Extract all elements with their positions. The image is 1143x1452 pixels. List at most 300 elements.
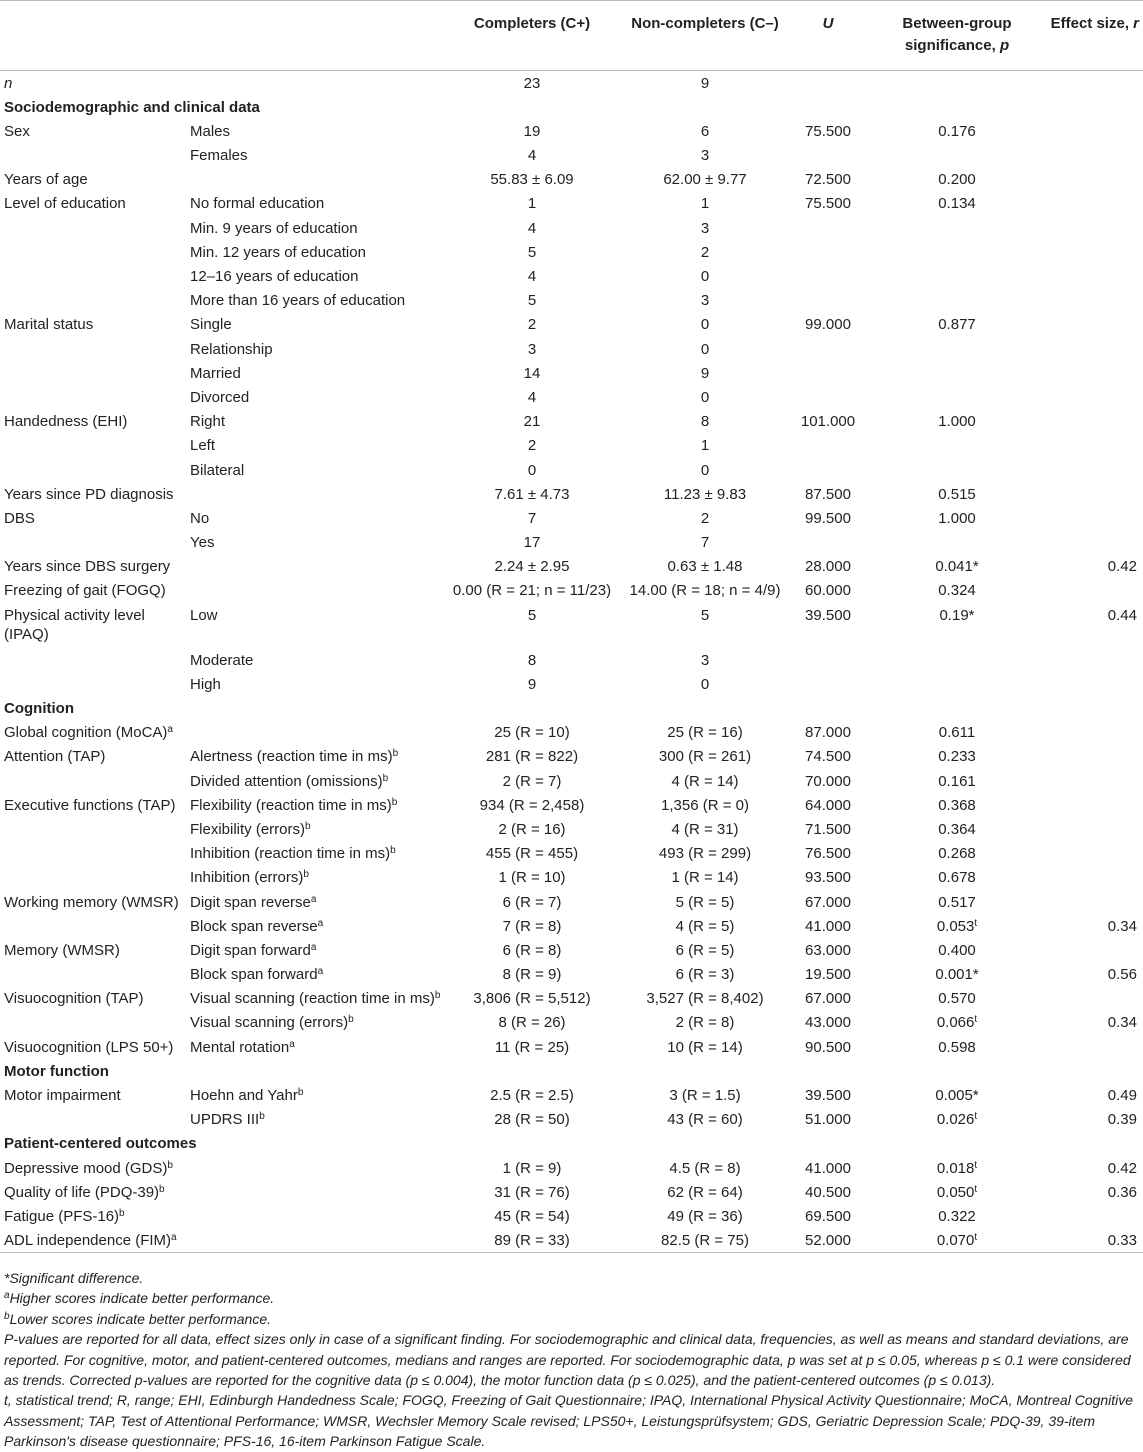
section-heading-row <box>0 1131 1143 1155</box>
row-sublabel: Inhibition (reaction time in ms)$^b$ <box>190 845 396 863</box>
cell-completers: 4 <box>527 388 537 406</box>
cell-completers: 28 (R = 50) <box>494 1111 570 1129</box>
cell-p: 0.678 <box>938 869 976 887</box>
row-sublabel: Alertness (reaction time in ms)$^b$ <box>190 748 399 766</box>
cell-p: 0.070$^t$ <box>936 1232 978 1250</box>
row-sublabel: Digit span forward$^a$ <box>190 941 317 959</box>
cell-p: 0.19* <box>939 606 975 624</box>
row-sublabel <box>186 1204 442 1228</box>
cell-u <box>788 648 868 672</box>
table-row <box>0 1180 1143 1204</box>
cell-completers: 1 (R = 9) <box>502 1159 562 1177</box>
row-label: Global cognition (MoCA)$^a$ <box>4 724 173 742</box>
cell-p: 0.611 <box>938 724 976 742</box>
cell-u <box>788 216 868 240</box>
cell-p <box>868 216 1046 240</box>
row-sublabel: Mental rotation$^a$ <box>190 1038 295 1056</box>
cell-noncompleters: 82.5 (R = 75) <box>661 1232 749 1250</box>
table-row <box>0 482 1143 506</box>
cell-u: 39.500 <box>805 1087 851 1104</box>
cell-p: 0.050$^t$ <box>936 1183 978 1201</box>
row-sublabel: Min. 12 years of education <box>190 243 366 261</box>
table-row <box>0 938 1143 962</box>
row-sublabel: Left <box>190 437 216 455</box>
cell-p: 0.200 <box>938 171 976 189</box>
cell-p: 0.053$^t$ <box>936 917 978 935</box>
row-label: Executive functions (TAP) <box>4 796 176 814</box>
cell-effect-size: 0.44 <box>1107 606 1137 624</box>
cell-u: 41.000 <box>805 917 851 935</box>
cell-completers: 89 (R = 33) <box>494 1232 570 1250</box>
row-label: Years of age <box>4 171 88 189</box>
cell-noncompleters: 8 <box>700 413 710 431</box>
cell-p <box>868 385 1046 409</box>
row-sublabel: Visual scanning (errors)$^b$ <box>190 1014 354 1032</box>
table-row <box>0 865 1143 889</box>
cell-completers: 31 (R = 76) <box>494 1183 570 1201</box>
cell-u: 19.500 <box>805 966 851 984</box>
cell-p: 0.041* <box>935 558 979 576</box>
table-row <box>0 841 1143 865</box>
cell-completers: 2.5 (R = 2.5) <box>490 1087 574 1104</box>
cell-noncompleters: 0 <box>700 675 710 693</box>
cell-noncompleters: 1 <box>700 195 710 213</box>
cell-p <box>868 264 1046 288</box>
cell-completers: 5 <box>527 243 537 261</box>
cell-u: 40.500 <box>805 1183 851 1201</box>
table-row <box>0 962 1143 986</box>
cell-u <box>788 458 868 482</box>
row-label: Sex <box>4 122 30 140</box>
cell-u: 63.000 <box>805 941 851 959</box>
cell-p <box>868 288 1046 312</box>
cell-noncompleters: 43 (R = 60) <box>667 1111 743 1129</box>
cell-noncompleters: 2 <box>700 243 710 261</box>
row-label <box>0 216 186 240</box>
row-sublabel: Min. 9 years of education <box>190 219 358 237</box>
cell-p: 0.001* <box>935 966 979 984</box>
row-sublabel: Flexibility (reaction time in ms)$^b$ <box>190 796 398 814</box>
cell-completers: 7.61 ± 4.73 <box>494 485 570 503</box>
cell-completers: 25 (R = 10) <box>494 724 570 742</box>
cell-u: 75.500 <box>805 122 851 140</box>
table-row <box>0 216 1143 240</box>
cell-u: 76.500 <box>805 845 851 863</box>
cell-effect-size <box>1046 216 1143 240</box>
cell-noncompleters: 25 (R = 16) <box>667 724 743 742</box>
cell-p: 0.018$^t$ <box>936 1159 978 1177</box>
table-row <box>0 288 1143 312</box>
header-noncompleters: Non-completers (C–) <box>631 15 779 32</box>
row-label: n <box>4 75 13 92</box>
row-label <box>0 962 186 986</box>
cell-completers: 4 <box>527 268 537 285</box>
cell-p <box>868 648 1046 672</box>
cell-noncompleters: 4 (R = 14) <box>671 772 739 790</box>
cell-noncompleters: 0 <box>700 268 710 285</box>
row-label <box>0 361 186 385</box>
row-label: Freezing of gait (FOGQ) <box>4 582 166 600</box>
cell-effect-size <box>1046 744 1143 768</box>
cell-completers: 23 <box>523 75 541 92</box>
table-row <box>0 1228 1143 1252</box>
cell-noncompleters: 6 <box>700 122 710 140</box>
cell-noncompleters: 49 (R = 36) <box>667 1207 743 1225</box>
cell-p <box>868 361 1046 385</box>
table-row <box>0 506 1143 530</box>
cell-noncompleters: 62 (R = 64) <box>667 1183 743 1201</box>
cell-completers: 4 <box>527 147 537 165</box>
table-row <box>0 578 1143 602</box>
cell-noncompleters: 3 <box>700 219 710 237</box>
row-label <box>0 1107 186 1131</box>
table-row <box>0 312 1143 336</box>
cell-noncompleters: 0 <box>700 461 710 479</box>
table-row <box>0 986 1143 1010</box>
cell-completers: 6 (R = 7) <box>502 893 562 911</box>
row-label <box>0 672 186 696</box>
cell-completers: 2 <box>527 316 537 334</box>
cell-u: 70.000 <box>805 772 851 790</box>
row-label: Depressive mood (GDS)$^b$ <box>4 1159 173 1177</box>
section-heading-row <box>0 1059 1143 1083</box>
cell-noncompleters: 11.23 ± 9.83 <box>663 485 747 503</box>
row-sublabel: Block span reverse$^a$ <box>190 917 324 935</box>
cell-noncompleters: 4 (R = 5) <box>675 917 735 935</box>
table-row <box>0 793 1143 817</box>
row-label: Physical activity level (IPAQ) <box>4 606 145 643</box>
cell-effect-size <box>1046 506 1143 530</box>
cell-effect-size <box>1046 672 1143 696</box>
table-footnotes <box>4 1268 1139 1452</box>
cell-effect-size <box>1046 264 1143 288</box>
cell-completers: 5 <box>527 606 537 624</box>
cell-u: 93.500 <box>805 869 851 887</box>
cell-completers: 8 <box>527 651 537 669</box>
cell-p <box>868 458 1046 482</box>
row-sublabel: High <box>190 675 221 693</box>
header-significance: Between-group significance, p <box>902 15 1012 54</box>
footnote-a: $^a$Higher scores indicate better performance. <box>4 1290 275 1307</box>
cell-u <box>788 288 868 312</box>
cell-effect-size <box>1046 119 1143 143</box>
table-row <box>0 769 1143 793</box>
row-label <box>0 1010 186 1034</box>
table-row <box>0 554 1143 578</box>
cell-noncompleters: 1,356 (R = 0) <box>661 796 749 814</box>
cell-p <box>868 337 1046 361</box>
cell-noncompleters: 9 <box>700 75 710 92</box>
cell-effect-size <box>1046 240 1143 264</box>
cell-noncompleters: 2 (R = 8) <box>675 1014 735 1032</box>
cell-completers: 4 <box>527 219 537 237</box>
cell-u: 74.500 <box>805 748 851 766</box>
cell-effect-size <box>1046 1035 1143 1059</box>
row-label: Memory (WMSR) <box>4 941 120 959</box>
cell-noncompleters: 5 <box>700 606 710 624</box>
cell-p: 0.233 <box>938 748 976 766</box>
cell-u: 51.000 <box>805 1111 851 1129</box>
cell-p <box>868 143 1046 167</box>
row-label <box>0 648 186 672</box>
cell-u: 99.000 <box>805 316 851 334</box>
table-row <box>0 240 1143 264</box>
table-row <box>0 890 1143 914</box>
cell-u: 72.500 <box>805 171 851 189</box>
cell-effect-size <box>1046 865 1143 889</box>
cell-effect-size <box>1046 312 1143 336</box>
cell-effect-size <box>1046 191 1143 215</box>
table-row <box>0 433 1143 457</box>
cell-effect-size <box>1046 361 1143 385</box>
row-label <box>0 288 186 312</box>
cell-noncompleters: 2 <box>700 509 710 527</box>
cell-noncompleters: 1 <box>700 437 710 455</box>
cell-p: 0.368 <box>938 796 976 814</box>
cell-u: 64.000 <box>805 796 851 814</box>
header-u: U <box>822 15 834 32</box>
cell-effect-size <box>1046 385 1143 409</box>
cell-effect-size: 0.42 <box>1107 558 1137 576</box>
cell-completers: 11 (R = 25) <box>494 1038 570 1056</box>
cell-completers: 7 (R = 8) <box>502 917 562 935</box>
table-row <box>0 385 1143 409</box>
cell-noncompleters: 10 (R = 14) <box>667 1038 743 1056</box>
cell-completers: 1 (R = 10) <box>498 869 566 887</box>
row-sublabel: Right <box>190 413 226 431</box>
cell-noncompleters: 6 (R = 3) <box>675 966 735 984</box>
cell-p <box>868 530 1046 554</box>
row-sublabel: Moderate <box>190 651 254 669</box>
section-heading: Sociodemographic and clinical data <box>4 98 260 116</box>
cell-u: 67.000 <box>805 893 851 911</box>
section-heading: Cognition <box>4 700 74 717</box>
table-row <box>0 71 1143 95</box>
row-sublabel <box>186 1180 442 1204</box>
row-sublabel: UPDRS III$^b$ <box>190 1111 265 1129</box>
footnote-abbreviations: t, statistical trend; R, range; EHI, Edinburgh Handedness Scale; FOGQ, Freezing of Gait Questionnaire; IPAQ, International Physical Activity Questionnaire; MoCA, Montreal Cognitive Assessment; TAP, Test of Attentional Performance; WMSR, Wechsler Memory Scale revised; LPS50+, Leistungsprüfsystem; GDS, Geriatric Depression Scale; PDQ-39, 39-item Parkinson's disease questionnaire; PFS-16, 16-item Parkinson Fatigue Scale. <box>4 1392 1134 1450</box>
table-row <box>0 530 1143 554</box>
cell-u <box>788 385 868 409</box>
row-sublabel: No <box>190 509 210 527</box>
cell-effect-size <box>1046 648 1143 672</box>
row-label: Level of education <box>4 195 126 213</box>
cell-u: 71.500 <box>805 820 851 838</box>
cell-completers: 934 (R = 2,458) <box>479 796 585 814</box>
cell-effect-size <box>1046 793 1143 817</box>
cell-effect-size: 0.39 <box>1107 1111 1137 1129</box>
cell-noncompleters: 9 <box>700 364 710 382</box>
row-label: Fatigue $(PFS-16)^b$ <box>4 1207 125 1225</box>
cell-noncompleters: 1 (R = 14) <box>671 869 739 887</box>
cell-noncompleters: 0 <box>700 340 710 358</box>
row-sublabel: 12–16 years of education <box>190 268 359 285</box>
cell-p: 0.005* <box>935 1087 979 1104</box>
table-row <box>0 167 1143 191</box>
row-sublabel: Married <box>190 364 241 382</box>
table-row <box>0 409 1143 433</box>
cell-effect-size: 0.49 <box>1107 1087 1137 1104</box>
row-sublabel <box>186 1156 442 1180</box>
cell-completers: 9 <box>527 675 537 693</box>
cell-u <box>788 337 868 361</box>
table-row <box>0 143 1143 167</box>
cell-u: 87.500 <box>805 485 851 503</box>
cell-completers: 2.24 ± 2.95 <box>494 558 570 576</box>
cell-effect-size: 0.56 <box>1107 966 1137 984</box>
cell-effect-size <box>1046 433 1143 457</box>
row-label <box>0 841 186 865</box>
cell-p: 1.000 <box>938 413 976 431</box>
cell-u <box>788 433 868 457</box>
cell-completers: 3 <box>527 340 537 358</box>
cell-p <box>868 240 1046 264</box>
cell-u <box>788 530 868 554</box>
table-row <box>0 603 1143 648</box>
cell-effect-size <box>1046 841 1143 865</box>
row-sublabel <box>186 482 442 506</box>
cell-completers: 0.00 (R = 21; n = 11/23) <box>452 582 612 600</box>
row-label: Attention (TAP) <box>4 748 106 766</box>
table-row <box>0 337 1143 361</box>
cell-p: 0.322 <box>938 1207 976 1225</box>
table-row <box>0 1204 1143 1228</box>
row-sublabel: Low <box>190 606 218 624</box>
cell-noncompleters: 6 (R = 5) <box>675 941 735 959</box>
row-label: DBS <box>4 509 35 527</box>
cell-effect-size <box>1046 458 1143 482</box>
table-body <box>0 71 1143 1253</box>
cell-completers: 45 (R = 54) <box>494 1207 570 1225</box>
cell-completers: 6 (R = 8) <box>502 941 562 959</box>
cell-u: 67.000 <box>805 990 851 1008</box>
cell-noncompleters: 14.00 (R = 18; n = 4/9) <box>629 582 781 600</box>
cell-noncompleters: 3 <box>700 651 710 669</box>
table-row <box>0 1035 1143 1059</box>
cell-noncompleters: 3 (R = 1.5) <box>669 1087 741 1104</box>
cell-completers: 2 <box>527 437 537 455</box>
row-sublabel: Visual scanning (reaction time in ms)$^b$ <box>190 990 441 1008</box>
cell-p <box>868 672 1046 696</box>
cell-completers: 55.83 ± 6.09 <box>490 171 574 189</box>
cell-p: 0.134 <box>938 195 976 213</box>
cell-completers: 5 <box>527 292 537 310</box>
row-label <box>0 240 186 264</box>
section-heading: Motor function <box>4 1062 109 1080</box>
row-label: Motor impairment <box>4 1087 121 1104</box>
cell-p <box>868 433 1046 457</box>
cell-u: 90.500 <box>805 1038 851 1056</box>
cell-completers: 0 <box>527 461 537 479</box>
cell-u: 75.500 <box>805 195 851 213</box>
cell-completers: 2 (R = 16) <box>498 820 566 838</box>
row-label: Visuocognition (TAP) <box>4 990 144 1008</box>
row-sublabel: No formal education <box>190 195 325 213</box>
row-sublabel: Males <box>190 122 231 140</box>
table-row <box>0 914 1143 938</box>
header-effect-size: Effect size, r <box>1050 15 1139 32</box>
row-label: Visuocognition (LPS 50+) <box>4 1038 174 1056</box>
cell-u: 28.000 <box>805 558 851 576</box>
footnote-b: $^b$Lower scores indicate better performance. <box>4 1310 272 1327</box>
table-row <box>0 1083 1143 1107</box>
section-heading-row <box>0 696 1143 720</box>
row-label <box>0 769 186 793</box>
cell-completers: 7 <box>527 509 537 527</box>
cell-u: 69.500 <box>805 1207 851 1225</box>
row-label: Years since PD diagnosis <box>4 485 174 503</box>
cell-u <box>788 672 868 696</box>
cell-completers: 281 (R = 822) <box>485 748 579 766</box>
table-row <box>0 648 1143 672</box>
row-sublabel: Digit span reverse$^a$ <box>190 893 317 911</box>
header-completers: Completers (C+) <box>473 15 591 32</box>
cell-effect-size <box>1046 578 1143 602</box>
cell-completers: 8 (R = 26) <box>498 1014 566 1032</box>
cell-u: 39.500 <box>805 606 851 624</box>
table-row <box>0 817 1143 841</box>
cell-u <box>788 264 868 288</box>
row-sublabel: Flexibility (errors)$^b$ <box>190 820 311 838</box>
cell-p: 0.517 <box>938 893 976 911</box>
cell-effect-size <box>1046 1204 1143 1228</box>
cell-effect-size <box>1046 986 1143 1010</box>
row-label <box>0 337 186 361</box>
row-label <box>0 914 186 938</box>
cell-effect-size: 0.34 <box>1107 1014 1137 1032</box>
cell-noncompleters: 4.5 (R = 8) <box>669 1159 741 1177</box>
cell-effect-size: 0.36 <box>1107 1183 1137 1201</box>
cell-noncompleters: 0 <box>700 316 710 334</box>
row-label <box>0 433 186 457</box>
row-label <box>0 385 186 409</box>
row-sublabel: Inhibition (errors)$^b$ <box>190 869 309 887</box>
cell-u <box>788 143 868 167</box>
cell-noncompleters: 5 (R = 5) <box>675 893 735 911</box>
cell-p: 0.324 <box>938 582 976 600</box>
cell-u: 101.000 <box>800 413 856 431</box>
cell-effect-size <box>1046 167 1143 191</box>
cell-noncompleters: 3,527 (R = 8,402) <box>646 990 764 1008</box>
row-sublabel: Yes <box>190 534 215 552</box>
row-label: Working memory (WMSR) <box>4 893 179 911</box>
cell-p: 0.066$^t$ <box>936 1014 978 1032</box>
cell-p: 0.026$^t$ <box>936 1111 978 1129</box>
cell-noncompleters: 3 <box>700 147 710 165</box>
cell-effect-size <box>1046 482 1143 506</box>
row-sublabel: Bilateral <box>190 461 245 479</box>
cell-completers: 3,806 (R = 5,512) <box>473 990 591 1008</box>
cell-u: 99.500 <box>805 509 851 527</box>
cell-u: 87.000 <box>805 724 851 742</box>
cell-p: 0.161 <box>938 772 976 790</box>
cell-p <box>868 71 1046 95</box>
table-row <box>0 119 1143 143</box>
row-sublabel <box>186 167 442 191</box>
cell-effect-size: 0.42 <box>1107 1159 1137 1177</box>
cell-effect-size <box>1046 938 1143 962</box>
cell-completers: 1 <box>527 195 537 213</box>
row-label: Quality of life $(PDQ-39)^b$ <box>4 1183 165 1201</box>
cell-u: 60.000 <box>805 582 851 600</box>
row-label <box>0 264 186 288</box>
table-row <box>0 264 1143 288</box>
cell-effect-size <box>1046 769 1143 793</box>
cell-effect-size <box>1046 817 1143 841</box>
cell-effect-size <box>1046 143 1143 167</box>
row-label: Marital status <box>4 316 94 334</box>
row-label <box>0 817 186 841</box>
